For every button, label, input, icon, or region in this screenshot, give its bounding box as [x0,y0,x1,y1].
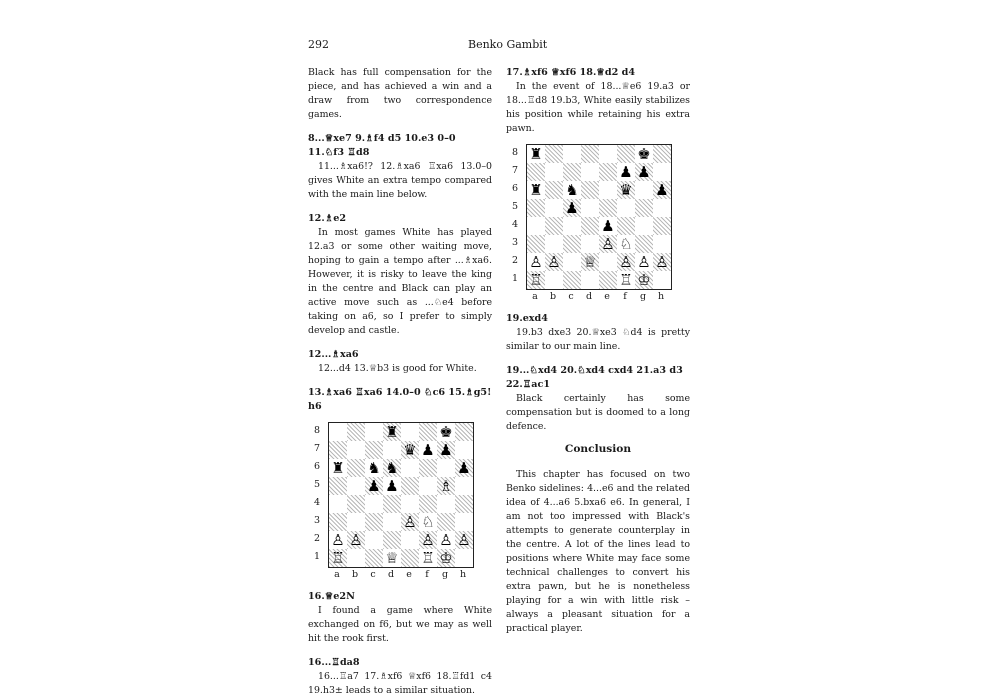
right-column [506,66,690,636]
board-square [401,549,419,567]
board-square [329,477,347,495]
board-square [437,513,455,531]
rank-label: 5 [313,479,321,490]
board-square: ♙ [529,253,543,271]
move-heading: 19...♘xd4 20.♘xd4 cxd4 21.a3 d3 22.♖ac1 [506,365,683,390]
board-square [347,477,365,495]
board-square [347,495,365,513]
board-square [653,163,671,181]
board-square: ♚ [637,145,651,163]
board-square [437,459,455,477]
board-square [455,441,473,459]
file-label: d [387,569,395,580]
move-heading: 16...♖da8 [308,657,360,668]
board-square [401,423,419,441]
board-square: ♙ [637,253,651,271]
board-square [563,217,581,235]
file-label: g [639,291,647,302]
board-square [401,459,419,477]
annotation-paragraph: This chapter has focused on two Benko sidelines: 4...e6 and the related idea of 4...a6 5.bxa6 e6. In general, I am not too impressed with Black's attempts to generate counterplay in the centre. A lot of the lines lead to positions where White may face some technical challenges to convert his extra pawn, but he is nonetheless playing for a win with little risk – always a pleasant situation for a practical player. [506,469,690,634]
board-square [653,217,671,235]
rank-label: 3 [511,237,519,248]
annotation-paragraph: In the event of 18...♕e6 19.a3 or 18...♖d8 19.b3, White easily stabilizes his position while retaining his extra pawn. [506,81,690,134]
board-square: ♟ [635,163,653,181]
file-label: b [351,569,359,580]
file-label: h [657,291,665,302]
chess-diagram [506,144,690,304]
board-square: ♟ [601,217,615,235]
board-square: ♖ [527,271,545,289]
board-square [527,163,545,181]
file-label: d [585,291,593,302]
board-square: ♚ [439,423,453,441]
chess-board [329,423,473,567]
board-square [437,495,455,513]
board-square [419,423,437,441]
spacer [308,646,492,656]
board-square [563,271,581,289]
board-square [347,441,365,459]
board-square [599,253,617,271]
board-square: ♙ [439,531,453,549]
board-square: ♜ [331,459,345,477]
board-square [653,145,671,163]
board-square [581,145,599,163]
file-label: e [604,291,610,302]
board-square: ♙ [545,253,563,271]
chess-board-frame [526,144,672,290]
board-square [545,217,563,235]
board-square [581,163,599,181]
board-square: ♟ [365,477,383,495]
left-column [308,66,492,698]
move-heading: 16.♕e2N [308,591,355,602]
annotation-paragraph: 11...♗xa6!? 12.♗xa6 ♖xa6 13.0–0 gives White an extra tempo compared with the main line below. [308,161,492,200]
file-label: a [334,569,340,580]
board-square: ♙ [599,235,617,253]
board-square: ♙ [331,531,345,549]
rank-label: 1 [511,273,519,284]
board-square [653,235,671,253]
board-square: ♕ [581,253,599,271]
board-square [455,477,473,495]
board-square [527,199,545,217]
board-square [401,531,419,549]
board-square [581,217,599,235]
board-square: ♕ [385,549,399,567]
rank-label: 4 [313,497,321,508]
file-label: f [623,291,627,302]
board-square [365,423,383,441]
board-square [545,181,563,199]
board-square: ♞ [367,459,381,477]
board-square: ♘ [421,513,435,531]
board-square: ♔ [635,271,653,289]
board-square: ♟ [563,199,581,217]
board-square: ♜ [529,181,543,199]
board-square [635,235,653,253]
board-square [581,181,599,199]
board-square [455,549,473,567]
file-label: f [425,569,429,580]
board-square: ♟ [421,441,435,459]
rank-labels [509,144,521,288]
file-labels [328,568,472,582]
board-square [599,271,617,289]
board-square [329,513,347,531]
chess-board [527,145,671,289]
rank-label: 5 [511,201,519,212]
annotation-paragraph: 19.b3 dxe3 20.♕xe3 ♘d4 is pretty similar to our main line. [506,327,690,352]
move-heading: 12...♗xa6 [308,349,359,360]
board-square [617,145,635,163]
rank-labels [311,422,323,566]
board-square [635,181,653,199]
rank-label: 7 [511,165,519,176]
rank-label: 4 [511,219,519,230]
board-square: ♟ [455,459,473,477]
board-square: ♙ [455,531,473,549]
board-square [563,163,581,181]
board-square [383,531,401,549]
board-square [455,495,473,513]
board-square: ♖ [619,271,633,289]
annotation-paragraph: 12...d4 13.♕b3 is good for White. [318,363,477,374]
board-square: ♘ [619,235,633,253]
board-square [419,495,437,513]
board-square [419,477,437,495]
board-square [545,235,563,253]
board-square [617,199,635,217]
board-square: ♖ [329,549,347,567]
board-square [347,513,365,531]
board-square [545,271,563,289]
board-square: ♟ [619,163,633,181]
board-square [365,441,383,459]
file-label: a [532,291,538,302]
board-square [401,477,419,495]
board-square [329,441,347,459]
board-square [383,495,401,513]
board-square [329,495,347,513]
annotation-paragraph: I found a game where White exchanged on f6, but we may as well hit the rook first. [308,605,492,644]
board-square [563,235,581,253]
rank-label: 6 [511,183,519,194]
file-label: b [549,291,557,302]
board-square: ♟ [385,477,399,495]
board-square [581,271,599,289]
board-square [347,549,365,567]
board-square: ♙ [653,253,671,271]
rank-label: 1 [313,551,321,562]
board-square [455,423,473,441]
file-label: g [441,569,449,580]
board-square [653,199,671,217]
board-square [563,253,581,271]
board-square [599,199,617,217]
board-square [455,513,473,531]
board-square: ♖ [421,549,435,567]
file-label: c [568,291,574,302]
board-square [383,441,401,459]
board-square [599,145,617,163]
board-square [599,163,617,181]
board-square [419,459,437,477]
board-square: ♟ [437,441,455,459]
board-square: ♙ [347,531,365,549]
board-square: ♛ [617,181,635,199]
board-square [383,513,401,531]
board-square [365,495,383,513]
move-heading: 13.♗xa6 ♖xa6 14.0–0 ♘c6 15.♗g5! h6 [308,387,492,412]
board-square [401,495,419,513]
board-square: ♟ [653,181,671,199]
move-heading: 8...♕xe7 9.♗f4 d5 10.e3 0–0 11.♘f3 ♖d8 [308,133,456,158]
board-square: ♞ [383,459,401,477]
board-square: ♜ [529,145,543,163]
section-title: Conclusion [564,443,632,455]
spacer [308,338,492,348]
file-label: e [406,569,412,580]
file-label: h [459,569,467,580]
board-square [527,235,545,253]
board-square [527,217,545,235]
board-square [545,145,563,163]
rank-label: 8 [511,147,519,158]
rank-label: 7 [313,443,321,454]
board-square [365,513,383,531]
board-square [581,199,599,217]
board-square [581,235,599,253]
annotation-paragraph: In most games White has played 12.a3 or some other waiting move, hoping to gain a tempo after ...♗xa6. However, it is risky to leave the king in the centre and Black can play an active move such as ...♘e4 before taking on a6, so I prefer to simply develop and castle. [308,227,492,336]
board-square: ♙ [617,253,635,271]
board-square: ♜ [383,423,401,441]
board-square [545,199,563,217]
rank-label: 3 [313,515,321,526]
board-square: ♗ [437,477,455,495]
board-square: ♙ [401,513,419,531]
move-heading: 12.♗e2 [308,213,347,224]
annotation-paragraph: Black has full compensation for the piece, and has achieved a win and a draw from two correspondence games. [308,67,492,120]
board-square: ♔ [437,549,455,567]
board-square [635,199,653,217]
page-number: 292 [308,38,329,51]
chess-diagram [308,422,492,582]
rank-label: 2 [511,255,519,266]
board-square [563,145,581,163]
file-labels [526,290,670,304]
move-heading: 17.♗xf6 ♕xf6 18.♕d2 d4 [506,67,636,78]
board-square [599,181,617,199]
board-square [365,549,383,567]
rank-label: 2 [313,533,321,544]
rank-label: 8 [313,425,321,436]
annotation-paragraph: 16...♖a7 17.♗xf6 ♕xf6 18.♖fd1 c4 19.h3± leads to a similar situation. [308,671,492,696]
spacer [308,376,492,386]
board-square [617,217,635,235]
board-square: ♙ [419,531,437,549]
rank-label: 6 [313,461,321,472]
board-square: ♛ [401,441,419,459]
annotation-paragraph: Black certainly has some compensation but is doomed to a long defence. [506,393,690,432]
file-label: c [370,569,376,580]
chess-board-frame [328,422,474,568]
board-square [545,163,563,181]
board-square [329,423,347,441]
board-square [347,423,365,441]
board-square: ♞ [565,181,579,199]
spacer [506,354,690,364]
running-title: Benko Gambit [468,38,548,51]
board-square [635,217,653,235]
board-square [653,271,671,289]
board-square [347,459,365,477]
move-heading: 19.exd4 [506,313,548,324]
board-square [365,531,383,549]
spacer [308,202,492,212]
spacer [308,122,492,132]
